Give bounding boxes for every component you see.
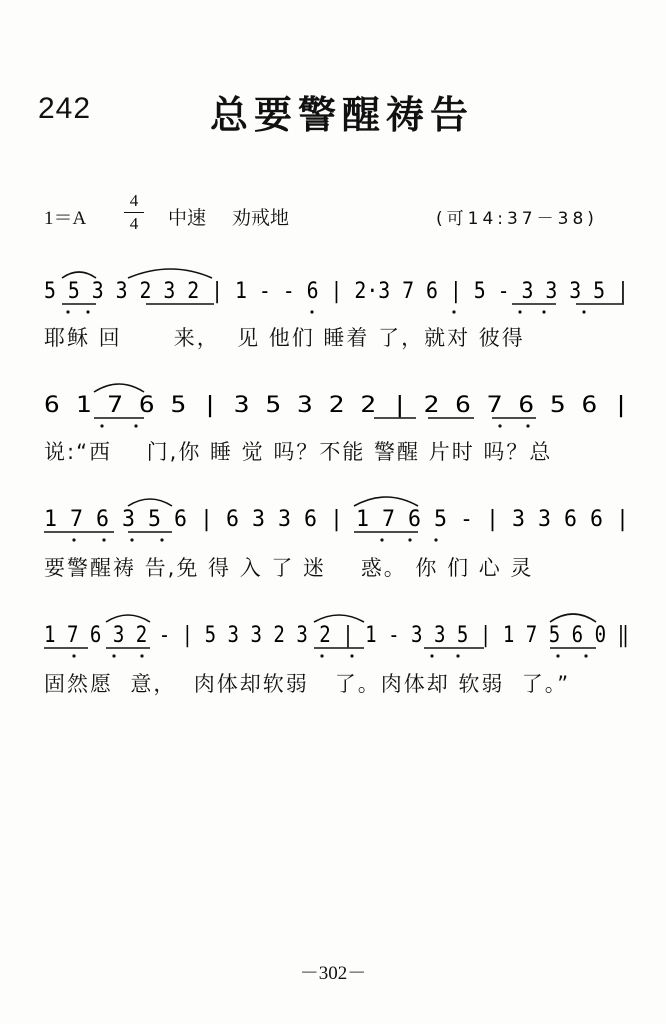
page-number: 242 xyxy=(38,92,92,125)
key-signature: 1＝A xyxy=(44,208,87,229)
lyrics-line-2: 说:“西 门,你 睡 觉 吗？不能 警醒 片时 吗？总 xyxy=(44,440,553,464)
time-signature xyxy=(124,191,144,234)
notation-line-3: 1 7 6 3 5 6 | 6 3 3 6 | 1 7 6 5 - | 3 3 6 6 | xyxy=(44,507,629,532)
time-signature-top: 4 xyxy=(129,191,139,210)
notation-system-2 xyxy=(44,382,634,442)
notation-system-4 xyxy=(44,612,634,672)
notation-system-3 xyxy=(44,496,634,556)
expression-marking: 劝戒地 xyxy=(232,207,290,229)
scripture-reference: (可14:37－38) xyxy=(436,209,598,229)
lyrics-line-4: 固然愿 意， 肉体却软弱 了。肉体却 软弱 了。” xyxy=(44,672,571,696)
notation-system-1 xyxy=(44,268,634,328)
tempo-marking: 中速 xyxy=(168,207,207,229)
notation-line-4: 1 7 6 3 2 - | 5 3 3 2 3 2 | 1 - 3 3 5 | 1 7 5 6 0 ‖ xyxy=(44,623,629,648)
notation-line-1: 5 5 3 3 2 3 2 | 1 - - 6 | 2·3 7 6 | 5 - 3 3 3 5 | xyxy=(44,279,629,304)
lyrics-line-1: 耶稣 回 来， 见 他们 睡着 了，就对 彼得 xyxy=(44,326,525,350)
time-signature-bottom: 4 xyxy=(129,214,139,233)
notation-line-2: 6 1 7 6 5 | 3 5 3 2 2 | 2 6 7 6 5 6 | xyxy=(44,393,629,418)
footer-page-number: －302－ xyxy=(299,963,367,984)
song-title: 总要警醒祷告 xyxy=(210,92,475,137)
lyrics-line-3: 要警醒祷 告,免 得 入 了 迷 惑。 你 们 心 灵 xyxy=(44,556,534,580)
